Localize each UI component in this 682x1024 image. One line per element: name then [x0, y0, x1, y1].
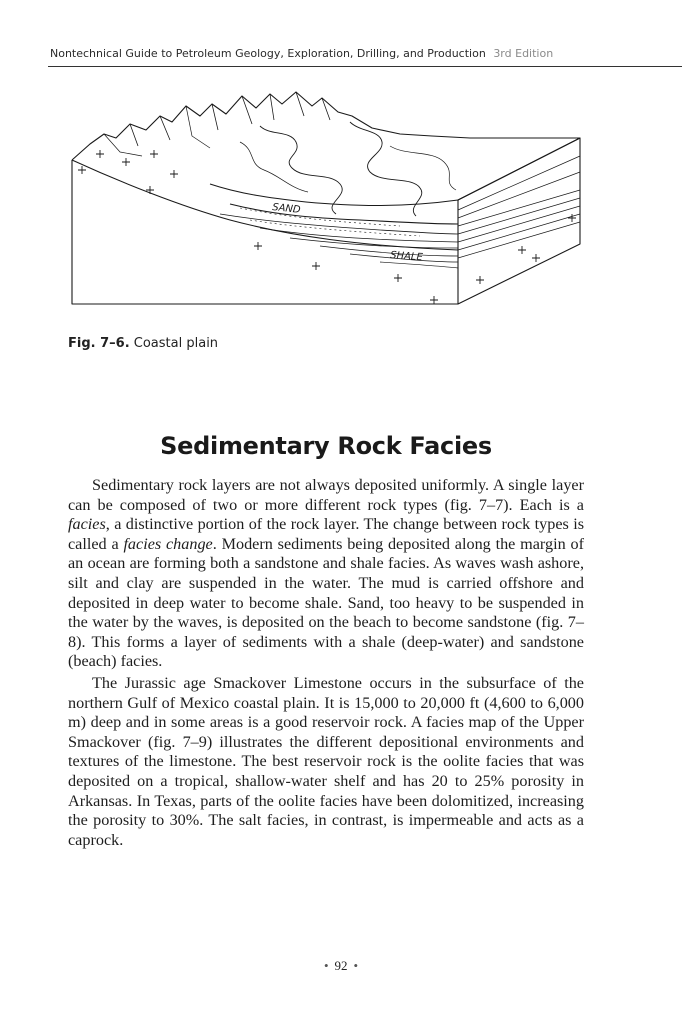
body-text — [68, 476, 584, 850]
shale-label: SHALE — [389, 250, 424, 264]
term-facies-change: facies change — [123, 534, 213, 553]
paragraph-1-part-a: Sedimentary rock layers are not always deposited uniformly. A single layer can be composed of two or more different rock types (fig. 7–7). Each is a — [68, 476, 584, 514]
running-title: Nontechnical Guide to Petroleum Geology, Exploration, Drilling, and Production — [50, 47, 486, 60]
river-1 — [260, 126, 342, 214]
mountain-ridge — [72, 92, 580, 160]
block-front-left — [72, 160, 458, 304]
river-2 — [350, 122, 422, 216]
block-top-edge — [458, 138, 580, 200]
bullet-left: • — [323, 958, 329, 973]
section-title: Sedimentary Rock Facies — [160, 432, 492, 460]
bullet-right: • — [353, 958, 359, 973]
paragraph-1 — [68, 476, 584, 672]
figure-number: Fig. 7–6. — [68, 336, 130, 351]
figure-caption — [68, 336, 218, 351]
paragraph-2: The Jurassic age Smackover Limestone occurs in the subsurface of the northern Gulf of Mexico coastal plain. It is 15,000 to 20,000 ft (4,600 to 6,000 m) deep and in some areas is a good reservoir rock. A facies map of the Upper Smackover (fig. 7–9) illustrates the different depositional environments and textures of the limestone. The best reservoir rock is the oolite facies that was deposited on a tropical, shallow-water shelf and has 20 to 25% porosity in Arkansas. In Texas, parts of the oolite facies have been dolomitized, increasing the porosity to 30%. The salt facies, in contrast, is impermeable and acts as a caprock. — [68, 673, 584, 849]
page-number: 92 — [334, 958, 348, 973]
figure-caption-text: Coastal plain — [133, 336, 219, 351]
sand-layer-top — [230, 204, 458, 224]
running-head — [50, 47, 553, 60]
paragraph-1-part-c: , a distinctive portion of the rock layer. The change between rock types is called a — [68, 515, 584, 553]
header-rule — [48, 66, 682, 67]
page-footer — [0, 958, 682, 974]
coastal-plain-figure — [60, 86, 590, 326]
sand-label: SAND — [271, 202, 302, 216]
paragraph-1-part-e: . Modern sediments being deposited along the margin of an ocean are forming both a sandstone and shale facies. As waves wash ashore, silt and clay are suspended in the water. The mud is carried offshore and deposited in deep water to become shale. Sand, too heavy to be suspended in the water by the waves, is deposited on the beach to become sandstone (fig. 7–8). This forms a layer of sediments with a shale (deep-water) and sandstone (beach) facies. — [68, 534, 584, 671]
block-right-face — [458, 138, 580, 304]
edition-label: 3rd Edition — [493, 47, 554, 60]
term-facies: facies — [68, 515, 106, 534]
